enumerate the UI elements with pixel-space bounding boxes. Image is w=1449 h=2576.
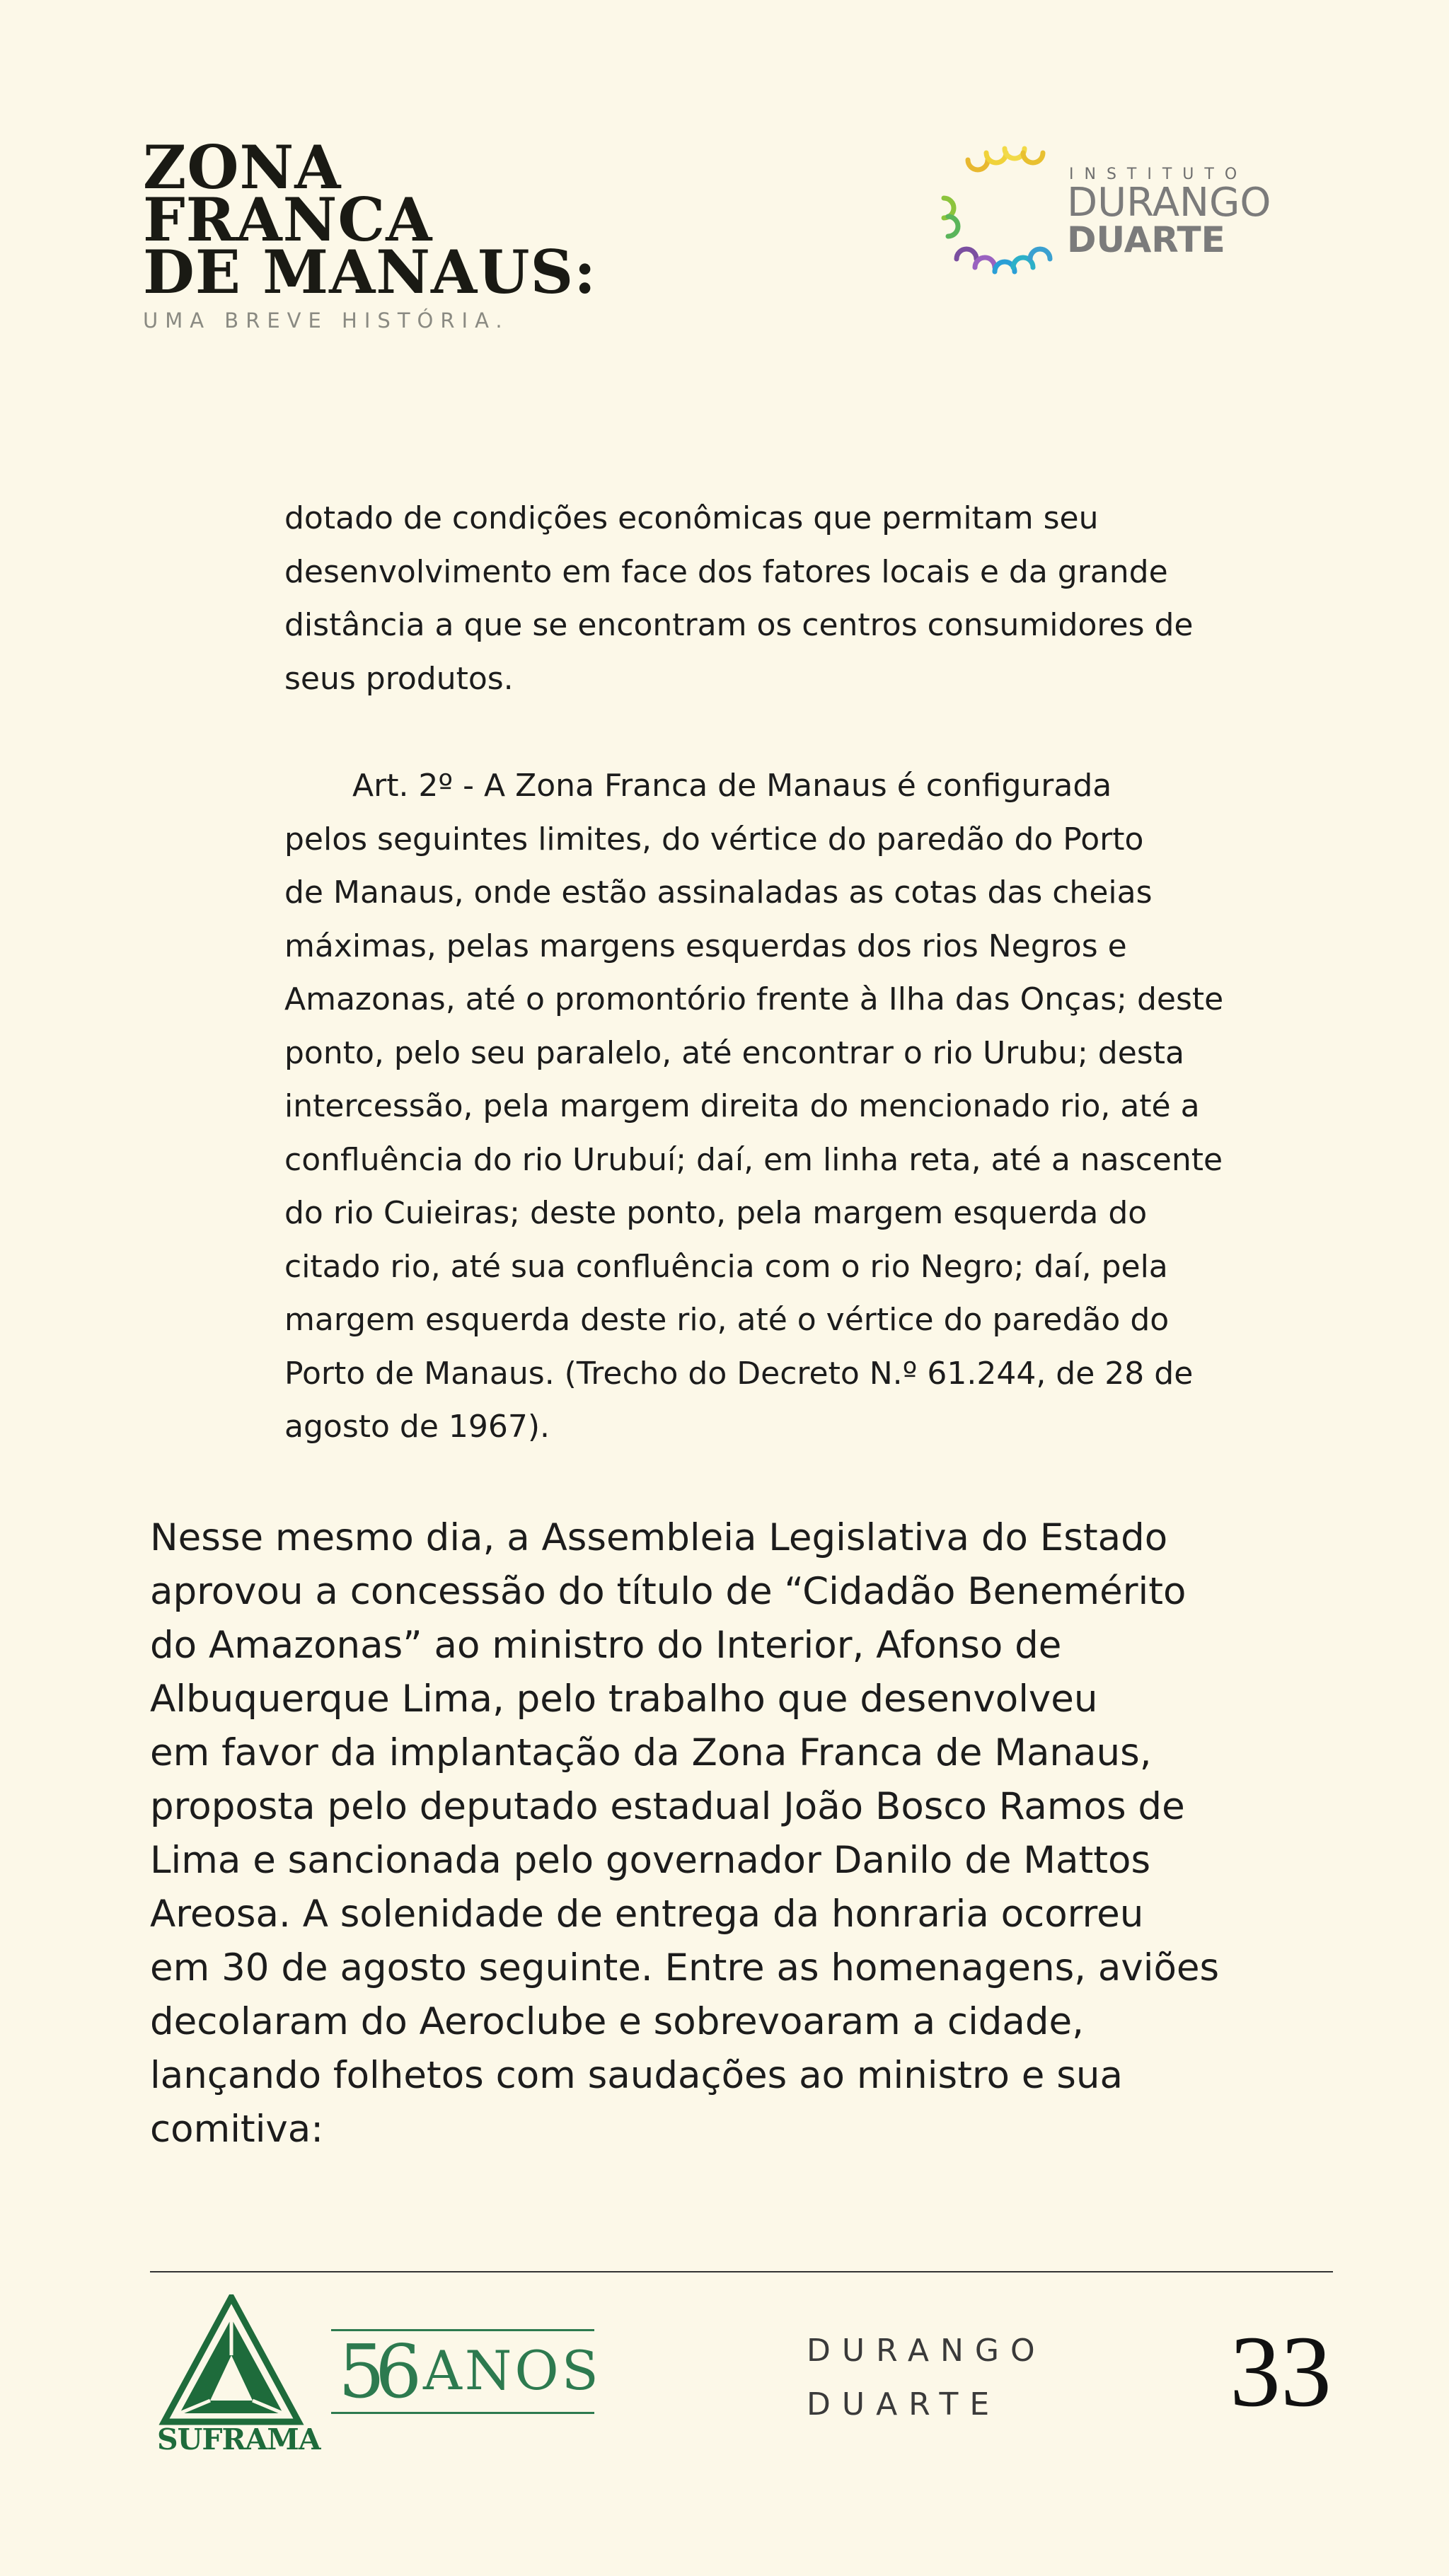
paragraph-line: decolaram do Aeroclube e sobrevoaram a cidade, bbox=[150, 2000, 1085, 2043]
decree-quote bbox=[284, 492, 1289, 1454]
article-line: intercessão, pela margem direita do mencionado rio, até a bbox=[284, 1088, 1200, 1124]
paragraph-line: em 30 de agosto seguinte. Entre as homenagens, aviões bbox=[150, 1946, 1220, 1989]
author-first-name: DURANGO bbox=[807, 2333, 1046, 2369]
quote-line: seus produtos. bbox=[284, 660, 514, 697]
book-title-line-2: FRANCA bbox=[143, 185, 433, 255]
paragraph-line: lançando folhetos com saudações ao ministro e sua bbox=[150, 2054, 1123, 2097]
article-line: agosto de 1967). bbox=[284, 1409, 550, 1445]
paragraph-gap bbox=[284, 705, 1289, 759]
institute-arcs-icon bbox=[940, 146, 1067, 280]
quote-line: distância a que se encontram os centros consumidores de bbox=[284, 607, 1194, 643]
paragraph-line: Nesse mesmo dia, a Assembleia Legislativa do Estado bbox=[150, 1516, 1168, 1559]
paragraph-line: Albuquerque Lima, pelo trabalho que desenvolveu bbox=[150, 1677, 1098, 1721]
anniversary-badge bbox=[331, 2328, 601, 2415]
footer-divider bbox=[150, 2271, 1333, 2272]
suframa-label: SUFRAMA bbox=[157, 2422, 321, 2456]
article-line: Art. 2º - A Zona Franca de Manaus é configurada bbox=[352, 768, 1112, 804]
paragraph-line: aprovou a concessão do título de “Cidadão Benemérito bbox=[150, 1570, 1187, 1613]
anniversary-number: 56 bbox=[338, 2328, 412, 2415]
paragraph-line: em favor da implantação da Zona Franca de Manaus, bbox=[150, 1731, 1152, 1774]
paragraph-line: proposta pelo deputado estadual João Bosco Ramos de bbox=[150, 1785, 1185, 1828]
paragraph-line: comitiva: bbox=[150, 2108, 324, 2151]
author-last-name: DUARTE bbox=[807, 2386, 1001, 2422]
book-subtitle: UMA BREVE HISTÓRIA. bbox=[143, 308, 509, 333]
article-line: pelos seguintes limites, do vértice do paredão do Porto bbox=[284, 821, 1144, 857]
article-line: confluência do rio Urubuí; daí, em linha reta, até a nascente bbox=[284, 1141, 1223, 1178]
author-name bbox=[807, 2324, 1046, 2432]
anniversary-word: ANOS bbox=[423, 2339, 601, 2402]
book-title-block bbox=[143, 132, 638, 333]
quote-line: desenvolvimento em face dos fatores locais e da grande bbox=[284, 553, 1168, 590]
article-line: Amazonas, até o promontório frente à Ilha das Onças; deste bbox=[284, 981, 1224, 1017]
paragraph-line: do Amazonas” ao ministro do Interior, Afonso de bbox=[150, 1624, 1062, 1667]
institute-name: DURANGO bbox=[1067, 180, 1271, 226]
article-line: máximas, pelas margens esquerdas dos rios Negros e bbox=[284, 928, 1127, 964]
paragraph-line: Areosa. A solenidade de entrega da honraria ocorreu bbox=[150, 1893, 1144, 1936]
institute-label: INSTITUTO bbox=[1069, 166, 1248, 183]
institute-logo bbox=[940, 146, 1279, 287]
article-line: do rio Cuieiras; deste ponto, pela margem esquerda do bbox=[284, 1195, 1148, 1231]
book-title-line-3: DE MANAUS: bbox=[143, 237, 597, 307]
institute-surname: DUARTE bbox=[1067, 219, 1225, 260]
page-number: 33 bbox=[1230, 2316, 1332, 2428]
article-line: ponto, pelo seu paralelo, até encontrar o rio Urubu; desta bbox=[284, 1034, 1184, 1071]
article-line: margem esquerda deste rio, até o vértice do paredão do bbox=[284, 1302, 1170, 1338]
article-line: de Manaus, onde estão assinaladas as cotas das cheias bbox=[284, 874, 1153, 911]
quote-line: dotado de condições econômicas que permitam seu bbox=[284, 500, 1099, 536]
main-paragraph bbox=[150, 1511, 1310, 2156]
article-line: citado rio, até sua confluência com o rio Negro; daí, pela bbox=[284, 1248, 1168, 1285]
article-line: Porto de Manaus. (Trecho do Decreto N.º 61.244, de 28 de bbox=[284, 1355, 1194, 1392]
paragraph-line: Lima e sancionada pelo governador Danilo de Mattos bbox=[150, 1839, 1151, 1882]
book-title-line-1: ZONA bbox=[143, 132, 342, 202]
